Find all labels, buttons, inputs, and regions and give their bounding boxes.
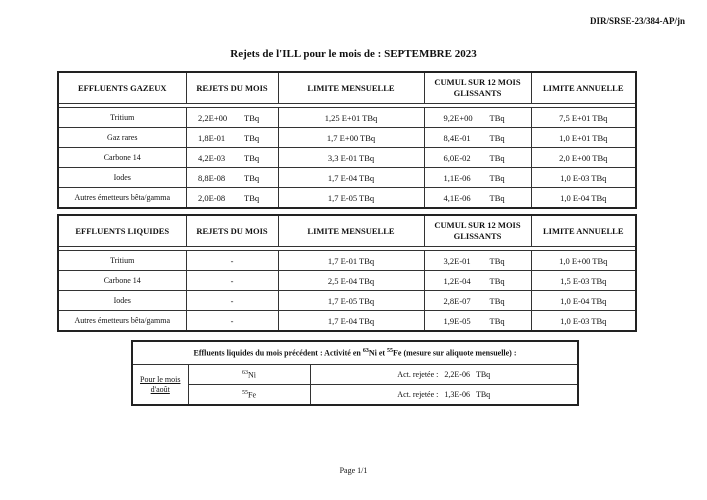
annual-limit: 1,0 E-03 TBq [531,168,636,188]
cumulative-12-months: 6,0E-02 TBq [424,148,531,168]
table-row [58,128,636,148]
table-row [58,108,636,128]
header-monthly-limit: LIMITE MENSUELLE [278,215,424,247]
header-monthly-release: REJETS DU MOIS [186,72,278,104]
effluent-name: Tritium [58,108,186,128]
header-cumulative: CUMUL SUR 12 MOIS GLISSANTS [424,72,531,104]
annual-limit: 7,5 E+01 TBq [531,108,636,128]
annual-limit: 1,5 E-03 TBq [531,271,636,291]
gaseous-effluents-table [57,71,637,209]
effluent-name: Carbone 14 [58,271,186,291]
table-row [58,148,636,168]
header-monthly-release: REJETS DU MOIS [186,215,278,247]
period-label: Pour le mois d'août [132,365,188,406]
monthly-limit: 1,7 E-05 TBq [278,188,424,209]
monthly-limit: 1,7 E-04 TBq [278,311,424,332]
gas-rows [58,108,636,209]
effluent-name: Iodes [58,291,186,311]
cumulative-12-months: 4,1E-06 TBq [424,188,531,209]
monthly-release: - [186,311,278,332]
monthly-release: - [186,291,278,311]
monthly-limit: 1,7 E+00 TBq [278,128,424,148]
effluent-name: Autres émetteurs bêta/gamma [58,311,186,332]
monthly-release: 1,8E-01 TBq [186,128,278,148]
table-row [132,385,578,406]
monthly-limit: 2,5 E-04 TBq [278,271,424,291]
annual-limit: 1,0 E-04 TBq [531,291,636,311]
effluent-name: Autres émetteurs bêta/gamma [58,188,186,209]
page-number: Page 1/1 [339,466,368,475]
annual-limit: 1,0 E+00 TBq [531,251,636,271]
cumulative-12-months: 9,2E+00 TBq [424,108,531,128]
table-row [58,168,636,188]
effluent-name: Carbone 14 [58,148,186,168]
page-title: Rejets de l'ILL pour le mois de : SEPTEMBRE 2023 [230,48,477,60]
annual-limit: 1,0 E-03 TBq [531,311,636,332]
cumulative-12-months: 8,4E-01 TBq [424,128,531,148]
annual-limit: 1,0 E-04 TBq [531,188,636,209]
header-cumulative: CUMUL SUR 12 MOIS GLISSANTS [424,215,531,247]
table-row [58,251,636,271]
monthly-limit: 1,7 E-05 TBq [278,291,424,311]
table-header-row [58,215,636,247]
header-annual-limit: LIMITE ANNUELLE [531,72,636,104]
monthly-limit: 1,7 E-01 TBq [278,251,424,271]
previous-month-heading: Effluents liquides du mois précédent : Activité en $^{63}$Ni et $^{55}$Fe (mesure sur aliquote mensuelle) : [132,341,578,365]
monthly-limit: 3,3 E-01 TBq [278,148,424,168]
cumulative-12-months: 1,1E-06 TBq [424,168,531,188]
activity-fe55: Act. rejetée : 1,3E-06 TBq [310,385,578,406]
table-row [58,311,636,332]
activity-ni63: Act. rejetée : 2,2E-06 TBq [310,365,578,385]
effluent-name: Iodes [58,168,186,188]
monthly-release: 2,0E-08 TBq [186,188,278,209]
table-row [58,271,636,291]
monthly-release: - [186,271,278,291]
monthly-release: 2,2E+00 TBq [186,108,278,128]
cumulative-12-months: 1,2E-04 TBq [424,271,531,291]
monthly-limit: 1,7 E-04 TBq [278,168,424,188]
isotope-fe55: $^{55}$Fe [188,385,310,406]
annual-limit: 1,0 E+01 TBq [531,128,636,148]
cumulative-12-months: 3,2E-01 TBq [424,251,531,271]
effluent-name: Gaz rares [58,128,186,148]
cumulative-12-months: 2,8E-07 TBq [424,291,531,311]
document-reference: DIR/SRSE-23/384-AP/jn [589,16,685,26]
liquid-effluents-table [57,214,637,332]
table-header-row [58,72,636,104]
previous-month-table [131,340,579,406]
cumulative-12-months: 1,9E-05 TBq [424,311,531,332]
liquid-rows [58,251,636,332]
monthly-release: 4,2E-03 TBq [186,148,278,168]
monthly-limit: 1,25 E+01 TBq [278,108,424,128]
header-category: EFFLUENTS GAZEUX [58,72,186,104]
effluent-name: Tritium [58,251,186,271]
header-monthly-limit: LIMITE MENSUELLE [278,72,424,104]
annual-limit: 2,0 E+00 TBq [531,148,636,168]
table-row [132,365,578,385]
header-category: EFFLUENTS LIQUIDES [58,215,186,247]
header-annual-limit: LIMITE ANNUELLE [531,215,636,247]
table-row [58,291,636,311]
monthly-release: - [186,251,278,271]
monthly-release: 8,8E-08 TBq [186,168,278,188]
table-row [58,188,636,209]
isotope-ni63: $^{63}$Ni [188,365,310,385]
